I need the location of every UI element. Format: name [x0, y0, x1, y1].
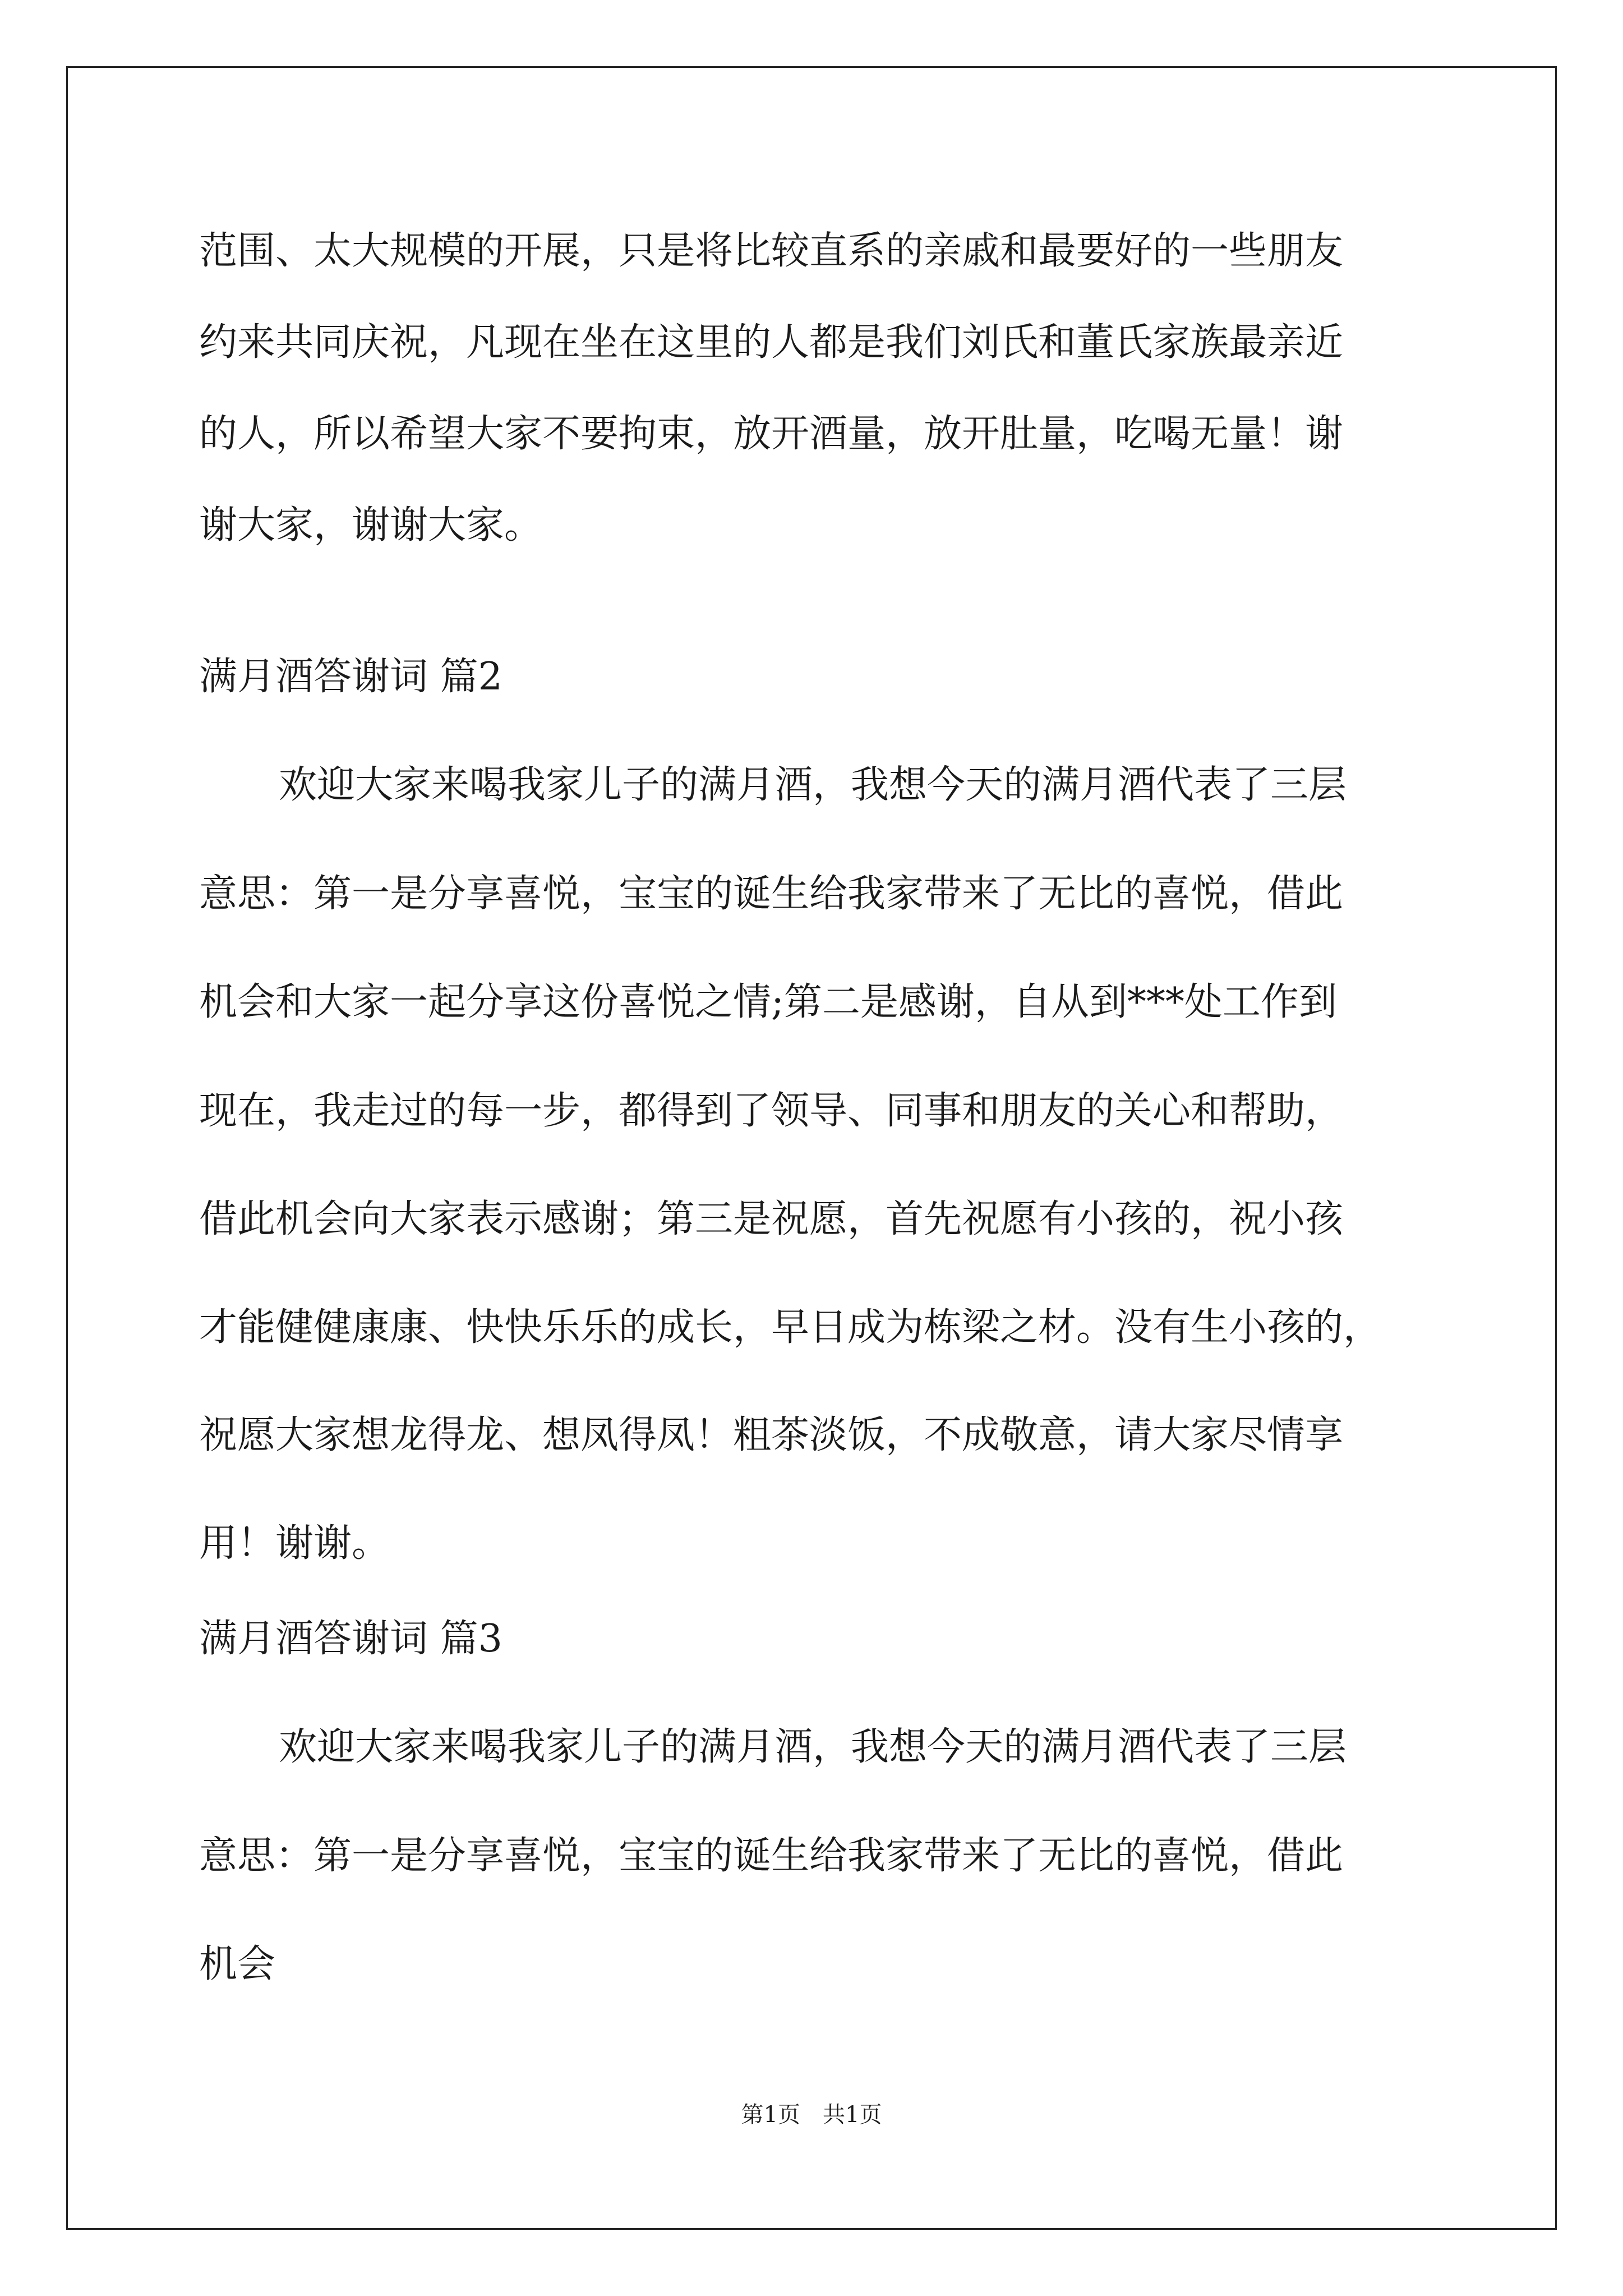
section-heading-3: 满月酒答谢词 篇3: [199, 1617, 502, 1661]
paragraph-1-line-4: 谢大家，谢谢大家。: [199, 503, 543, 547]
paragraph-1-line-3: 的人，所以希望大家不要拘束，放开酒量，放开肚量，吃喝无量！谢: [199, 412, 1344, 456]
paragraph-2-line-6: 才能健健康康、快快乐乐的成长，早日成为栋梁之材。没有生小孩的，: [199, 1305, 1382, 1350]
paragraph-1-line-2: 约来共同庆祝，凡现在坐在这里的人都是我们刘氏和董氏家族最亲近: [199, 320, 1344, 365]
paragraph-2-line-5: 借此机会向大家表示感谢；第三是祝愿，首先祝愿有小孩的，祝小孩: [199, 1197, 1344, 1241]
paragraph-3-line-3: 机会: [199, 1942, 276, 1986]
section-heading-2: 满月酒答谢词 篇2: [199, 655, 502, 699]
paragraph-1-line-1: 范围、太大规模的开展，只是将比较直系的亲戚和最要好的一些朋友: [199, 229, 1344, 273]
paragraph-2-line-4: 现在，我走过的每一步，都得到了领导、同事和朋友的关心和帮助，: [199, 1089, 1344, 1133]
paragraph-3-line-2: 意思：第一是分享喜悦，宝宝的诞生给我家带来了无比的喜悦，借此: [199, 1834, 1344, 1878]
page-number-footer: 第1页 共1页: [741, 2102, 882, 2128]
paragraph-2-line-3: 机会和大家一起分享这份喜悦之情;第二是感谢，自从到***处工作到: [199, 980, 1337, 1024]
page-border: [66, 66, 1557, 2230]
paragraph-2-line-2: 意思：第一是分享喜悦，宝宝的诞生给我家带来了无比的喜悦，借此: [199, 872, 1344, 916]
paragraph-3-line-1: 欢迎大家来喝我家儿子的满月酒，我想今天的满月酒代表了三层: [279, 1725, 1347, 1769]
paragraph-2-line-7: 祝愿大家想龙得龙、想凤得凤！粗茶淡饭，不成敬意，请大家尽情享: [199, 1413, 1344, 1457]
paragraph-2-line-8: 用！谢谢。: [199, 1521, 390, 1566]
paragraph-2-line-1: 欢迎大家来喝我家儿子的满月酒，我想今天的满月酒代表了三层: [279, 763, 1347, 807]
